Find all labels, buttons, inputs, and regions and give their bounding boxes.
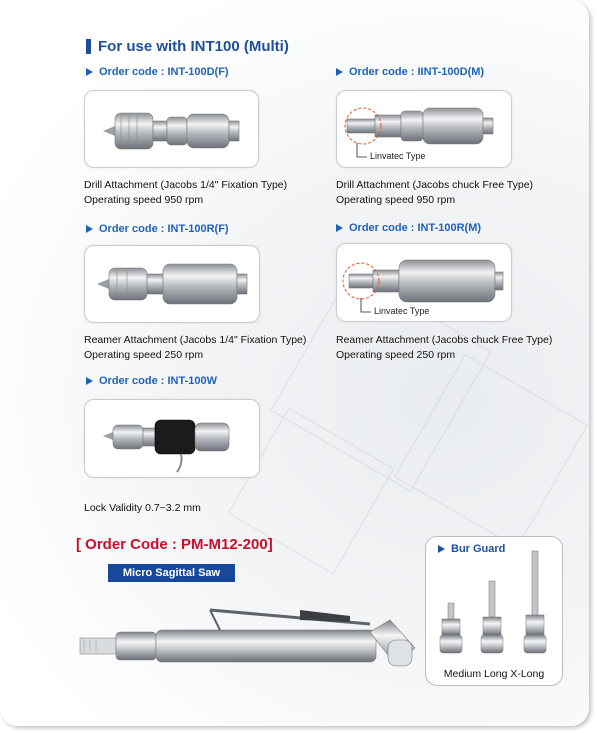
triangle-bullet-icon [336, 68, 343, 76]
triangle-bullet-icon [86, 377, 93, 385]
product-description: Lock Validity 0.7~3.2 mm [84, 502, 201, 514]
triangle-bullet-icon [86, 68, 93, 76]
order-code-int-100r-f: Order code : INT-100R(F) [86, 223, 229, 235]
reamer-attachment-image [85, 246, 259, 322]
linvatec-callout: Linvatec Type [370, 151, 426, 161]
bur-guard-title: Bur Guard [438, 543, 505, 555]
order-code-int-100d-m: Order code : IINT-100D(M) [336, 66, 484, 78]
product-description: Reamer Attachment (Jacobs chuck Free Type) Operating speed 250 rpm [336, 334, 553, 361]
linvatec-callout: Linvatec Type [374, 306, 430, 316]
product-description: Drill Attachment (Jacobs 1/4" Fixation Type) Operating speed 950 rpm [84, 179, 288, 206]
product-image-card [336, 243, 512, 322]
wire-driver-attachment-image [85, 400, 259, 477]
product-description: Drill Attachment (Jacobs chuck Free Type) Operating speed 950 rpm [336, 179, 534, 206]
title-bar-icon [86, 39, 91, 54]
bur-guard-labels: Medium Long X-Long [443, 668, 545, 680]
bur-guard-image [426, 537, 562, 667]
section-title [86, 38, 289, 55]
product-image-card [84, 399, 260, 478]
product-description: Reamer Attachment (Jacobs 1/4" Fixation Type) Operating speed 250 rpm [84, 334, 307, 361]
drill-attachment-image [85, 91, 258, 167]
bur-guard-card [425, 536, 563, 686]
triangle-bullet-icon [86, 225, 93, 233]
order-code-int-100w: Order code : INT-100W [86, 375, 217, 387]
triangle-bullet-icon [336, 224, 343, 232]
order-code-int-100r-m: Order code : INT-100R(M) [336, 222, 481, 234]
product-image-card [84, 245, 260, 323]
sagittal-saw-image [70, 590, 420, 690]
order-code-int-100d-f: Order code : INT-100D(F) [86, 66, 229, 78]
saw-order-code: [ Order Code : PM-M12-200] [76, 536, 273, 553]
product-badge: Micro Sagittal Saw [108, 564, 235, 582]
section-title-text: For use with INT100 (Multi) [98, 38, 289, 55]
product-image-card [336, 90, 512, 168]
product-image-card [84, 90, 259, 168]
